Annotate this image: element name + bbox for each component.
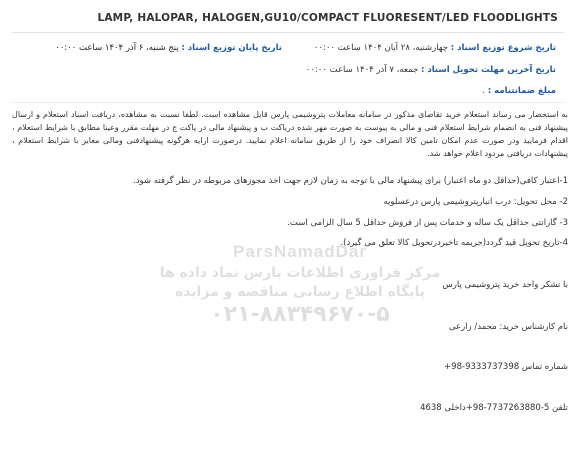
submission-deadline-row (306, 65, 556, 75)
watermark-brand: ParsNamadDar (233, 242, 367, 261)
tender-info-box (12, 38, 564, 100)
distribution-start-value: چهارشنبه، ۲۸ آبان ۱۴۰۴ ساعت ۰۰:۰۰ (313, 43, 449, 53)
thanks-line: با تشکر واحد خرید پتروشیمی پارس (442, 280, 568, 290)
guarantee-label: مبلغ ضمانتنامه : (487, 86, 556, 96)
guarantee-row (482, 86, 556, 96)
submission-deadline-value: جمعه، ۷ آذر ۱۴۰۴ ساعت ۰۰:۰۰ (305, 65, 419, 75)
distribution-end-value: پنج شنبه، ۶ آذر ۱۴۰۴ ساعت ۰۰:۰۰ (55, 43, 179, 53)
distribution-end-row (55, 43, 282, 53)
document-header (12, 6, 564, 33)
guarantee-value: . (482, 86, 486, 96)
submission-deadline-label: تاریخ آخرین مهلت تحویل اسناد : (420, 65, 556, 75)
parsnamaddar-watermark (150, 242, 450, 338)
condition-item-4: 4-تاریخ تحویل قید گردد(جریمه تاخیردرتحویل کالا تعلق می گیرد). (340, 238, 568, 248)
document-title: LAMP, HALOPAR, HALOGEN,GU10/COMPACT FLUORESENT/LED FLOODLIGHTS (97, 12, 558, 24)
contact-tel: تلفن 5-7737263880-98+داخلی 4638 (420, 403, 568, 413)
intro-paragraph: به استحضار می رساند استعلام خرید تقاضای مذکور در سامانه معاملات پتروشیمی پارس قابل مشاهده است. لطفا نسبت به مشاهده، دریافت اسناد استعلام و ارسال پیشنهاد فنی به انضمام شرایط استعلام فنی و مالی به پیوست به صورت مهر شده دریاکت ب و پیشنهاد مالی در پاکت ج در مهلت مقرر وعینا مطابق با شرایط استعلام ، اقدام فرمایید ودر صورت عدم امکان تامین کالا انصراف خود را از طریق سامانه اعلام نمایید. درصورت ارایه هرگونه پیشنهادفنی ومالی مغایر با شرایط استعلام ، پیشنهادات دریافتی مردود اعلام خواهد شد. (12, 110, 568, 158)
condition-item-3: 3- گارانتی حداقل یک ساله و خدمات پس از فروش حداقل 5 سال الزامی است. (287, 218, 568, 228)
watermark-line-1: مرکز فراوری اطلاعات پارس نماد داده ها (159, 265, 441, 281)
section-divider (12, 102, 564, 103)
distribution-start-label: تاریخ شروع توزیع اسناد : (450, 43, 556, 53)
distribution-start-row (314, 43, 556, 53)
contact-phone: شماره تماس 9333737398-98+ (444, 362, 568, 372)
watermark-phone: ۰۲۱-۸۸۳۴۹۶۷۰-۵ (210, 302, 390, 327)
condition-item-1: 1-اعتبار کافی(حداقل دو ماه اعتبار) برای پیشنهاد مالی با توجه به زمان لازم جهت اخذ مجوزهای مربوطه در نظر گرفته شود. (133, 176, 568, 186)
expert-name: نام کارشناس خرید: محمد/ زارعی (448, 322, 568, 332)
distribution-end-label: تاریخ پایان توزیع اسناد : (181, 43, 282, 53)
watermark-line-2: پایگاه اطلاع رسانی مناقصه و مزایده (174, 284, 426, 300)
condition-item-2: 2- محل تحویل: درب انبارپتروشیمی پارس درعسلویه (383, 197, 568, 207)
